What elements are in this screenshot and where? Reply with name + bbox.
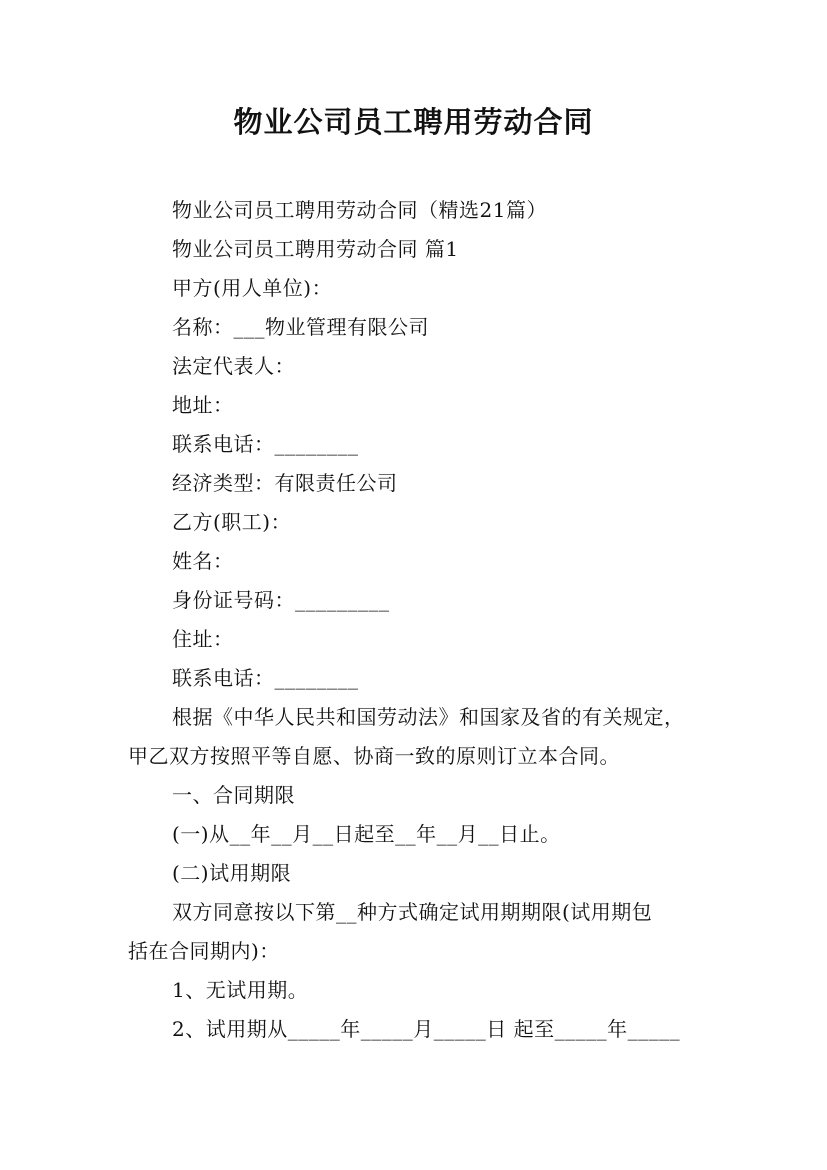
document-title: 物业公司员工聘用劳动合同: [233, 105, 594, 139]
clause-1-term: (一)从__年__月__日起至__年__月__日止。: [172, 822, 561, 846]
party-a-name: 名称：___物业管理有限公司: [172, 315, 429, 339]
clause-1-probation-heading: (二)试用期限: [172, 861, 292, 885]
party-b-name: 姓名：: [172, 549, 234, 573]
section-heading: 物业公司员工聘用劳动合同 篇1: [172, 237, 459, 261]
probation-option-2: 2、试用期从_____年_____月_____日 起至_____年_____: [172, 1017, 681, 1041]
clause-1-heading: 一、合同期限: [172, 783, 295, 807]
party-b-address: 住址：: [172, 627, 234, 651]
paragraph-basis-line-2: 甲乙双方按照平等自愿、协商一致的原则订立本合同。: [128, 744, 620, 768]
subtitle-collection: 物业公司员工聘用劳动合同（精选21篇）: [172, 198, 547, 222]
party-a-legal-rep: 法定代表人：: [172, 354, 295, 378]
party-a-phone: 联系电话：________: [172, 432, 359, 456]
party-a-economic-type: 经济类型：有限责任公司: [172, 471, 398, 495]
party-b-phone: 联系电话：________: [172, 666, 359, 690]
paragraph-basis-line-1: 根据《中华人民共和国劳动法》和国家及省的有关规定，: [172, 705, 685, 729]
probation-paragraph-line-1: 双方同意按以下第__种方式确定试用期期限(试用期包: [172, 900, 653, 924]
party-b-id-number: 身份证号码：_________: [172, 588, 390, 612]
party-a-label: 甲方(用人单位)：: [172, 276, 333, 300]
party-b-label: 乙方(职工)：: [172, 510, 292, 534]
probation-paragraph-line-2: 括在合同期内)：: [128, 939, 280, 963]
probation-option-1: 1、无试用期。: [172, 978, 309, 1002]
party-a-address: 地址：: [172, 393, 234, 417]
